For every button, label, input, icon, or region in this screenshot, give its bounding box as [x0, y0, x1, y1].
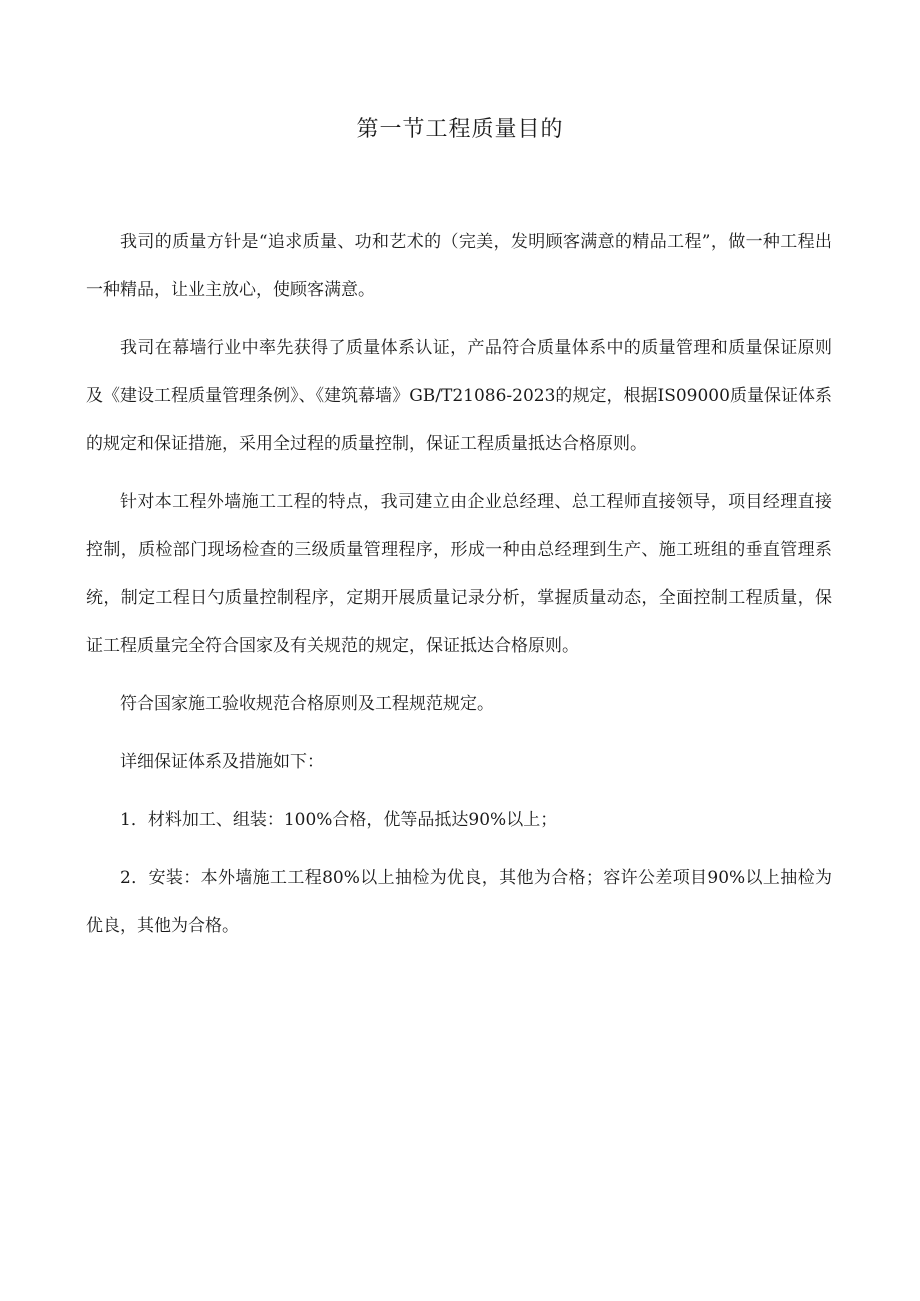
page-title: 第一节工程质量目的 [356, 117, 564, 142]
document-body [86, 218, 832, 950]
paragraph-management-system: 针对本工程外墙施工工程的特点，我司建立由企业总经理、总工程师直接领导，项目经理直接控制，质检部门现场检查的三级质量管理程序，形成一种由总经理到生产、施工班组的垂直管理系统，制定工程日勺质量控制程序，定期开展质量记录分析，掌握质量动态，全面控制工程质量，保证工程质量完全符合国家及有关规范的规定，保证抵达合格原则。 [86, 492, 832, 656]
paragraph-acceptance-standard: 符合国家施工验收规范合格原则及工程规范规定。 [120, 694, 494, 714]
list-item-materials: 1．材料加工、组装：100%合格，优等品抵达90%以上； [120, 810, 558, 830]
paragraph-measures-intro: 详细保证体系及措施如下： [120, 752, 324, 772]
paragraph-quality-policy: 我司的质量方针是“追求质量、功和艺术的（完美，发明顾客满意的精品工程”，做一种工程出一种精品，让业主放心，使顾客满意。 [86, 232, 832, 300]
paragraph-certification: 我司在幕墙行业中率先获得了质量体系认证，产品符合质量体系中的质量管理和质量保证原则及《建设工程质量管理条例》、《建筑幕墙》GB/T21086-2023的规定，根据IS09000质量保证体系的规定和保证措施，采用全过程的质量控制，保证工程质量抵达合格原则。 [86, 338, 832, 454]
list-item-installation: 2．安装：本外墙施工工程80%以上抽检为优良，其他为合格；容许公差项目90%以上抽检为优良，其他为合格。 [86, 868, 832, 936]
